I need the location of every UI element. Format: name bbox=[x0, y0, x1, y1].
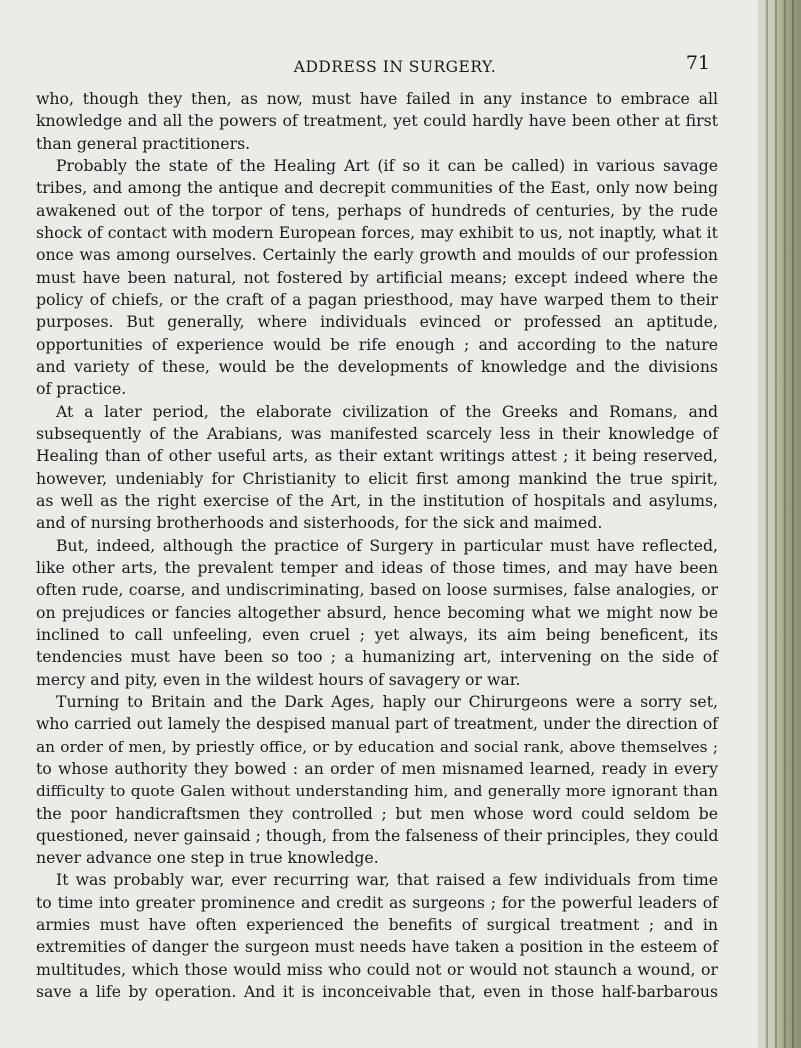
text-line: of practice. bbox=[36, 379, 127, 399]
text-line: as well as the right exercise of the Art, in the institution of hospitals and asylums, bbox=[36, 490, 718, 510]
text-line: to time into greater prominence and credit as surgeons ; for the powerful leaders of bbox=[36, 892, 718, 912]
text-line: never advance one step in true knowledge. bbox=[36, 848, 379, 868]
text-line: extremities of danger the surgeon must needs have taken a position in the esteem of bbox=[36, 937, 718, 957]
text-line: and variety of these, would be the developments of knowledge and the divisions bbox=[36, 356, 718, 376]
body-text bbox=[36, 88, 718, 1003]
text-line: an order of men, by priestly office, or by education and social rank, above themselves ; bbox=[36, 737, 718, 756]
text-line: than general practitioners. bbox=[36, 133, 251, 153]
text-line: often rude, coarse, and undiscriminating, based on loose surmises, false analogies, or bbox=[36, 581, 718, 600]
text-line: Turning to Britain and the Dark Ages, haply our Chirurgeons were a sorry set, bbox=[56, 691, 718, 711]
text-line: awakened out of the torpor of tens, perhaps of hundreds of centuries, by the rude bbox=[36, 200, 718, 220]
text-line: however, undeniably for Christianity to elicit first among mankind the true spirit, bbox=[36, 468, 718, 488]
text-line: It was probably war, ever recurring war, that raised a few individuals from time bbox=[56, 870, 718, 890]
text-line: But, indeed, although the practice of Surgery in particular must have reflected, bbox=[56, 535, 718, 555]
text-line: like other arts, the prevalent temper and ideas of those times, and may have been bbox=[36, 557, 718, 577]
text-line: multitudes, which those would miss who could not or would not staunch a wound, or bbox=[36, 959, 718, 979]
text-line: to whose authority they bowed : an order of men misnamed learned, ready in every bbox=[36, 758, 718, 778]
text-line: inclined to call unfeeling, even cruel ; yet always, its aim being beneficent, its bbox=[36, 624, 718, 644]
page-header bbox=[36, 52, 754, 76]
text-line: At a later period, the elaborate civilization of the Greeks and Romans, and bbox=[56, 401, 718, 421]
text-line: tendencies must have been so too ; a humanizing art, intervening on the side of bbox=[36, 647, 718, 667]
text-line: save a life by operation. And it is inconceivable that, even in those half-barbarous bbox=[36, 982, 718, 1002]
text-line: opportunities of experience would be rife enough ; and according to the nature bbox=[36, 334, 718, 354]
text-line: purposes. But generally, where individuals evinced or professed an aptitude, bbox=[36, 312, 718, 332]
text-line: must have been natural, not fostered by artificial means; except indeed where the bbox=[36, 267, 718, 287]
text-line: subsequently of the Arabians, was manifested scarcely less in their knowledge of bbox=[36, 423, 718, 443]
text-line: who, though they then, as now, must have failed in any instance to embrace all bbox=[36, 89, 718, 108]
running-head: ADDRESS IN SURGERY. bbox=[293, 58, 497, 76]
text-line: the poor handicraftsmen they controlled ; but men whose word could seldom be bbox=[36, 803, 718, 823]
text-line: Probably the state of the Healing Art (if so it can be called) in various savage bbox=[56, 155, 718, 175]
text-line: mercy and pity, even in the wildest hours of savagery or war. bbox=[36, 669, 521, 689]
text-line: who carried out lamely the despised manual part of treatment, under the direction of bbox=[36, 714, 718, 734]
text-line: Healing than of other useful arts, as their extant writings attest ; it being reserved, bbox=[36, 446, 718, 466]
text-line: armies must have often experienced the benefits of surgical treatment ; and in bbox=[36, 915, 718, 935]
text-line: policy of chiefs, or the craft of a pagan priesthood, may have warped them to their bbox=[36, 289, 718, 309]
text-line: knowledge and all the powers of treatment, yet could hardly have been other at first bbox=[36, 111, 718, 131]
text-line: difficulty to quote Galen without understanding him, and generally more ignorant than bbox=[36, 782, 718, 801]
text-line: on prejudices or fancies altogether absurd, hence becoming what we might now be bbox=[36, 602, 718, 622]
text-line: questioned, never gainsaid ; though, from the falseness of their principles, they could bbox=[36, 825, 719, 845]
text-line: tribes, and among the antique and decrepit communities of the East, only now being bbox=[36, 178, 718, 198]
text-line: once was among ourselves. Certainly the early growth and moulds of our profession bbox=[36, 245, 718, 265]
text-line: and of nursing brotherhoods and sisterhoods, for the sick and maimed. bbox=[36, 513, 603, 533]
book-gutter-edge bbox=[758, 0, 801, 1048]
text-line: shock of contact with modern European forces, may exhibit to us, not inaptly, what it bbox=[36, 222, 718, 242]
page-number: 71 bbox=[685, 52, 710, 74]
